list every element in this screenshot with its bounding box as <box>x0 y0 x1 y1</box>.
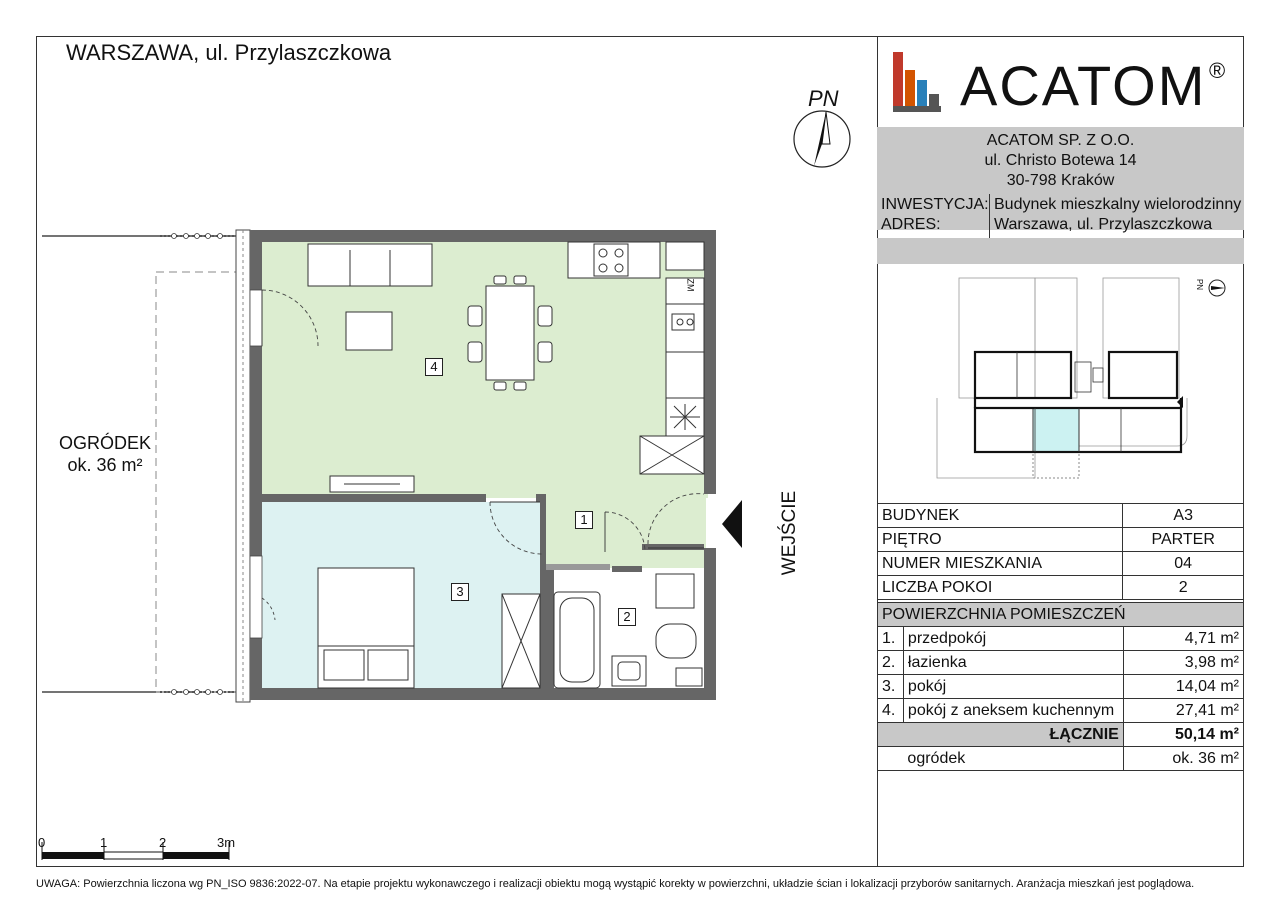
apartment-row-label: LICZBA POKOI <box>878 576 1123 600</box>
key-plan <box>877 266 1244 502</box>
room-1-fill <box>546 492 706 568</box>
areas-header: POWIERZCHNIA POMIESZCZEŃ <box>878 603 1244 627</box>
apartment-table <box>877 503 1244 600</box>
terrace-outline <box>156 272 236 692</box>
info-panel <box>877 36 1244 867</box>
room-row-num: 4. <box>878 699 904 723</box>
fridge-label: ZM <box>685 278 696 292</box>
room-row-name: pokój z aneksem kuchennym <box>903 699 1123 723</box>
room-number-3: 3 <box>451 583 469 601</box>
logo-registered: ® <box>1209 58 1226 83</box>
garden-row-value: ok. 36 m² <box>1123 747 1243 771</box>
room-row-name: łazienka <box>903 651 1123 675</box>
room-number-1: 1 <box>575 511 593 529</box>
mini-compass-label: PN <box>1195 278 1205 291</box>
room-row-area: 14,04 m² <box>1123 675 1243 699</box>
footer-note: UWAGA: Powierzchnia liczona wg PN_ISO 9836:2022-07. Na etapie projektu wykonawczego i realizacji obiektu mogą wystąpić korekty w powierzchni, układzie ścian i lokalizacji przyborów sanitarnych. Aranżacja mieszkań jest poglądowa. <box>36 878 1195 890</box>
garden-label-area: ok. 36 m² <box>67 455 143 475</box>
garden-row-label: ogródek <box>903 747 1123 771</box>
apartment-row-label: NUMER MIESZKANIA <box>878 552 1123 576</box>
entrance-arrow <box>722 500 742 548</box>
apartment-row <box>878 552 1244 576</box>
investment-value: Budynek mieszkalny wielorodzinny <box>994 196 1242 213</box>
room-number-2: 2 <box>618 608 636 626</box>
garden-label <box>42 432 168 476</box>
room-row-area: 27,41 m² <box>1123 699 1243 723</box>
room-row-num: 3. <box>878 675 904 699</box>
apartment-row <box>878 504 1244 528</box>
investment-block <box>877 194 1244 238</box>
room-row <box>878 675 1244 699</box>
scale-mark-2: 2 <box>159 835 167 850</box>
entrance-label: WEJŚCIE <box>779 490 800 576</box>
apartment-row-value: 04 <box>1123 552 1244 576</box>
railing-bottom <box>160 690 236 695</box>
tall-cabinet <box>666 242 704 270</box>
mini-compass-icon <box>1209 280 1225 296</box>
logo-bar-red <box>893 52 903 112</box>
logo-text: ACATOM <box>960 54 1207 117</box>
scale-bar <box>42 842 229 860</box>
room-row <box>878 627 1244 651</box>
room-row <box>878 699 1244 723</box>
railing-top <box>160 234 236 239</box>
separator-strip <box>877 238 1244 264</box>
room-row-name: przedpokój <box>903 627 1123 651</box>
company-name: ACATOM SP. Z O.O. <box>986 132 1135 149</box>
hob <box>594 244 628 276</box>
scale-mark-1: 1 <box>100 835 108 850</box>
room-row <box>878 651 1244 675</box>
sofa <box>308 244 432 286</box>
scale-mark-3: 3m <box>217 835 236 850</box>
company-street: ul. Christo Botewa 14 <box>984 152 1137 169</box>
room-row-num: 1. <box>878 627 904 651</box>
apartment-row <box>878 576 1244 600</box>
dining-table <box>486 286 534 380</box>
shower-drain <box>676 668 702 686</box>
coffee-table <box>346 312 392 350</box>
address-value: Warszawa, ul. Przylaszczkowa <box>994 216 1213 233</box>
logo-bar-orange <box>905 70 915 112</box>
compass-icon <box>794 111 850 167</box>
toilet <box>656 624 696 658</box>
apartment-row-label: PIĘTRO <box>878 528 1123 552</box>
apartment-row-value: 2 <box>1123 576 1244 600</box>
company-city: 30-798 Kraków <box>1006 172 1115 189</box>
apartment-row-value: PARTER <box>1123 528 1244 552</box>
areas-table <box>877 602 1244 771</box>
scale-mark-0: 0 <box>38 835 46 850</box>
washing-machine <box>656 574 694 608</box>
key-plan-garden <box>1033 452 1079 478</box>
room-row-num: 2. <box>878 651 904 675</box>
total-value: 50,14 m² <box>1123 723 1243 747</box>
total-label: ŁĄCZNIE <box>878 723 1124 747</box>
room-row-area: 4,71 m² <box>1123 627 1243 651</box>
room-row-area: 3,98 m² <box>1123 651 1243 675</box>
page-title: WARSZAWA, ul. Przylaszczkowa <box>66 40 392 65</box>
room-number-4: 4 <box>425 358 443 376</box>
apartment-row-label: BUDYNEK <box>878 504 1123 528</box>
apartment-row <box>878 528 1244 552</box>
garden-label-title: OGRÓDEK <box>58 433 151 453</box>
address-label: ADRES: <box>881 216 941 233</box>
investment-label: INWESTYCJA: <box>881 196 989 213</box>
room-row-name: pokój <box>903 675 1123 699</box>
compass-label: PN <box>808 86 839 111</box>
apartment-row-value: A3 <box>1123 504 1244 528</box>
